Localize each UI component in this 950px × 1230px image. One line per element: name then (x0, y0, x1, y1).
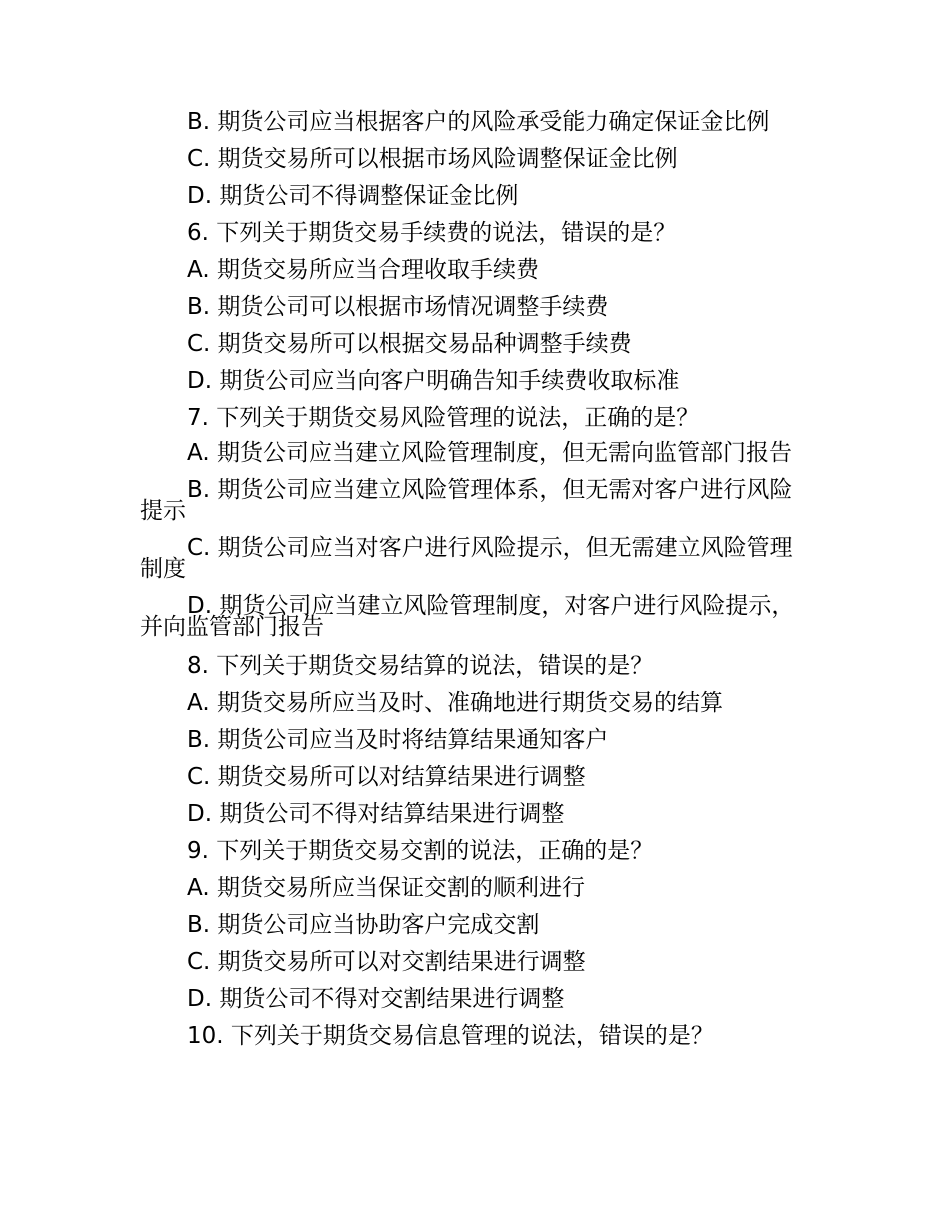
document-page (140, 104, 800, 1055)
option-d-q9: D. 期货公司不得对交割结果进行调整 (187, 986, 565, 1012)
option-b-q9: B. 期货公司应当协助客户完成交割 (187, 912, 540, 938)
option-a-q9: A. 期货交易所应当保证交割的顺利进行 (187, 875, 585, 901)
question-10: 10. 下列关于期货交易信息管理的说法，错误的是？ (187, 1023, 714, 1049)
option-b-q8: B. 期货公司应当及时将结算结果通知客户 (187, 727, 609, 753)
option-c-q8: C. 期货交易所可以对结算结果进行调整 (187, 764, 586, 790)
option-a-q7: A. 期货公司应当建立风险管理制度，但无需向监管部门报告 (187, 440, 792, 466)
option-c-q6: C. 期货交易所可以根据交易品种调整手续费 (187, 331, 632, 357)
question-6: 6. 下列关于期货交易手续费的说法，错误的是？ (187, 220, 677, 246)
option-a-q6: A. 期货交易所应当合理收取手续费 (187, 257, 539, 283)
question-9: 9. 下列关于期货交易交割的说法，正确的是？ (187, 838, 654, 864)
option-c-q9: C. 期货交易所可以对交割结果进行调整 (187, 949, 586, 975)
question-7: 7. 下列关于期货交易风险管理的说法，正确的是？ (187, 405, 700, 431)
option-b-q5: B. 期货公司应当根据客户的风险承受能力确定保证金比例 (187, 109, 770, 135)
option-a-q8: A. 期货交易所应当及时、准确地进行期货交易的结算 (187, 690, 723, 716)
option-d-q7: D. 期货公司应当建立风险管理制度，对客户进行风险提示，并向监管部门报告 (140, 593, 795, 640)
option-d-q6: D. 期货公司应当向客户明确告知手续费收取标准 (187, 368, 680, 394)
option-c-q5: C. 期货交易所可以根据市场风险调整保证金比例 (187, 146, 678, 172)
option-d-q8: D. 期货公司不得对结算结果进行调整 (187, 801, 565, 827)
option-b-q7: B. 期货公司应当建立风险管理体系，但无需对客户进行风险提示 (140, 477, 793, 524)
question-8: 8. 下列关于期货交易结算的说法，错误的是？ (187, 653, 654, 679)
option-c-q7: C. 期货公司应当对客户进行风险提示，但无需建立风险管理制度 (140, 535, 793, 582)
option-d-q5: D. 期货公司不得调整保证金比例 (187, 183, 519, 209)
option-b-q6: B. 期货公司可以根据市场情况调整手续费 (187, 294, 609, 320)
